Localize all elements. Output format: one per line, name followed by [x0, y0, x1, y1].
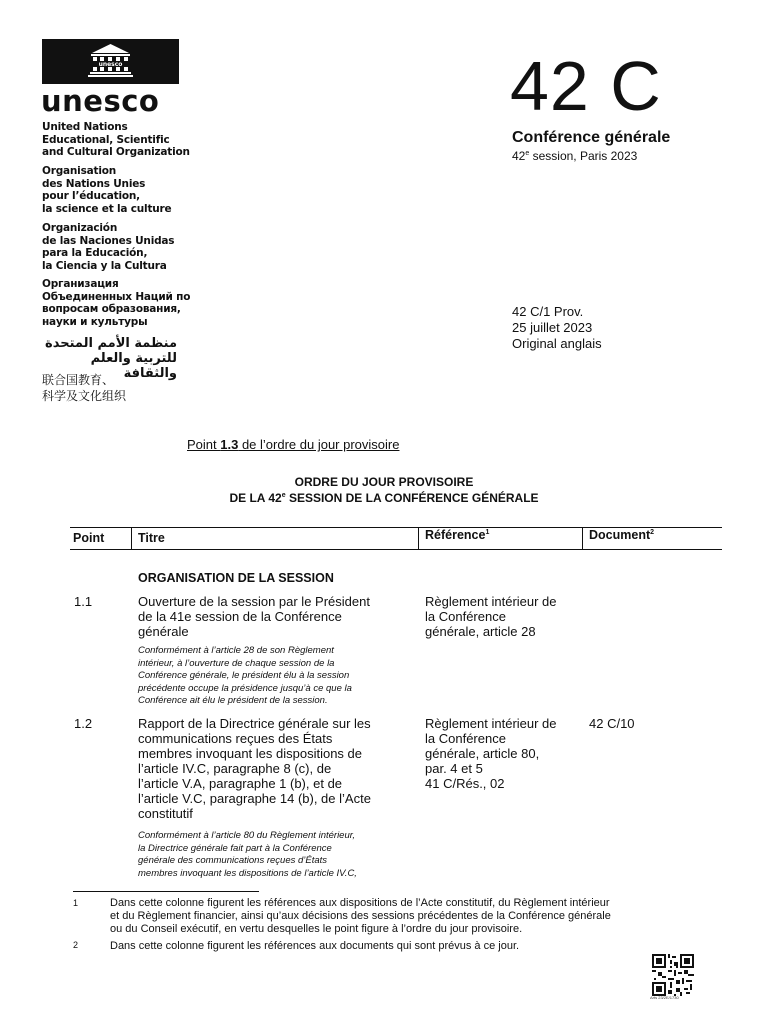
table-row-point: 1.2: [74, 716, 93, 731]
table-section-heading: ORGANISATION DE LA SESSION: [138, 571, 334, 585]
column-header-document: Document$^2$: [589, 528, 655, 542]
page-title: ORDRE DU JOUR PROVISOIRE DE LA 42e SESSION DE LA CONFÉRENCE GÉNÉRALE: [229, 475, 539, 505]
org-name-english: United Nations Educational, Scientific and Cultural Organization: [42, 121, 190, 158]
logo-emblem-text: unesco: [98, 61, 123, 69]
qr-code-icon: [652, 954, 694, 996]
org-name-arabic: منظمة الأمم المتحدة للتربية والعلم والثقافة: [45, 336, 177, 381]
document-reference: 42 C/1 Prov.: [512, 304, 584, 319]
unesco-wordmark: unesco: [41, 84, 160, 118]
qr-code-caption: Arts 23/2E/1730: [650, 995, 679, 1000]
footnote-separator: [73, 891, 259, 892]
document-metadata: [512, 304, 602, 352]
table-header-divider: [131, 527, 132, 550]
agenda-item-reference: Point 1.3 de l’ordre du jour provisoire: [187, 437, 400, 452]
temple-icon: [42, 39, 179, 84]
table-row-note: Conformément à l’article 28 de son Règlement intérieur, à l’ouverture de chaque session de la Conférence générale, le président élu à la session précédente occupe la présidence jusqu’à ce que la Conférence ait élu le président de la session.: [138, 645, 352, 706]
footnote-text: Dans cette colonne figurent les références aux dispositions de l’Acte constitutif, du Règlement intérieur et du Règlement financier, ainsi qu’aux décisions des sessions précédentes de la Conférence générale ou du Conseil exécutif, en vertu desquelles le point figure à l’ordre du jour provisoire.: [110, 897, 611, 935]
table-row-title: Ouverture de la session par le Président de la 41e session de la Conférence générale: [138, 594, 370, 639]
conference-title: Conférence générale: [512, 129, 671, 146]
table-row-reference: Règlement intérieur de la Conférence générale, article 28: [425, 594, 557, 639]
org-name-spanish: Organización de las Naciones Unidas para la Educación, la Ciencia y la Cultura: [42, 222, 175, 272]
table-row-document: 42 C/10: [589, 716, 635, 731]
unesco-logo-emblem: [42, 39, 179, 84]
table-header-bottom-rule: [70, 549, 722, 550]
document-original-language: Original anglais: [512, 336, 602, 351]
org-name-french: Organisation des Nations Unies pour l’éducation, la science et la culture: [42, 165, 172, 215]
conference-session: 42e session, Paris 2023: [512, 149, 638, 163]
column-header-point: Point: [73, 531, 105, 545]
org-name-russian: Организация Объединенных Наций по вопросам образования, науки и культуры: [42, 278, 191, 328]
table-row-reference: Règlement intérieur de la Conférence générale, article 80, par. 4 et 5 41 C/Rés., 02: [425, 716, 557, 791]
document-code: 42 C: [510, 47, 662, 125]
table-row-note: Conformément à l’article 80 du Règlement intérieur, la Directrice générale fait part à la Conférence générale des communications reçues d’États membres invoquant les dispositions de l’article IV.C,: [138, 830, 357, 879]
org-name-chinese: 联合国教育、 科学及文化组织: [42, 373, 127, 403]
column-header-reference: Référence$^1$: [425, 528, 490, 542]
column-header-title: Titre: [138, 531, 165, 545]
table-row-title: Rapport de la Directrice générale sur les communications reçues des États membres invoquant les dispositions de l’article IV.C, paragraphe 8 (c), de l’article V.A, paragraphe 1 (b), et de l’article V.C, paragraphe 14 (b), de l’Acte constitutif: [138, 716, 371, 821]
table-header-divider: [418, 527, 419, 550]
table-row-point: 1.1: [74, 594, 93, 609]
table-header-divider: [582, 527, 583, 550]
footnote-number: 1: [73, 898, 79, 908]
document-date: 25 juillet 2023: [512, 320, 593, 335]
footnote-number: 2: [73, 940, 79, 950]
footnote-text: Dans cette colonne figurent les références aux documents qui sont prévus à ce jour.: [110, 940, 520, 952]
